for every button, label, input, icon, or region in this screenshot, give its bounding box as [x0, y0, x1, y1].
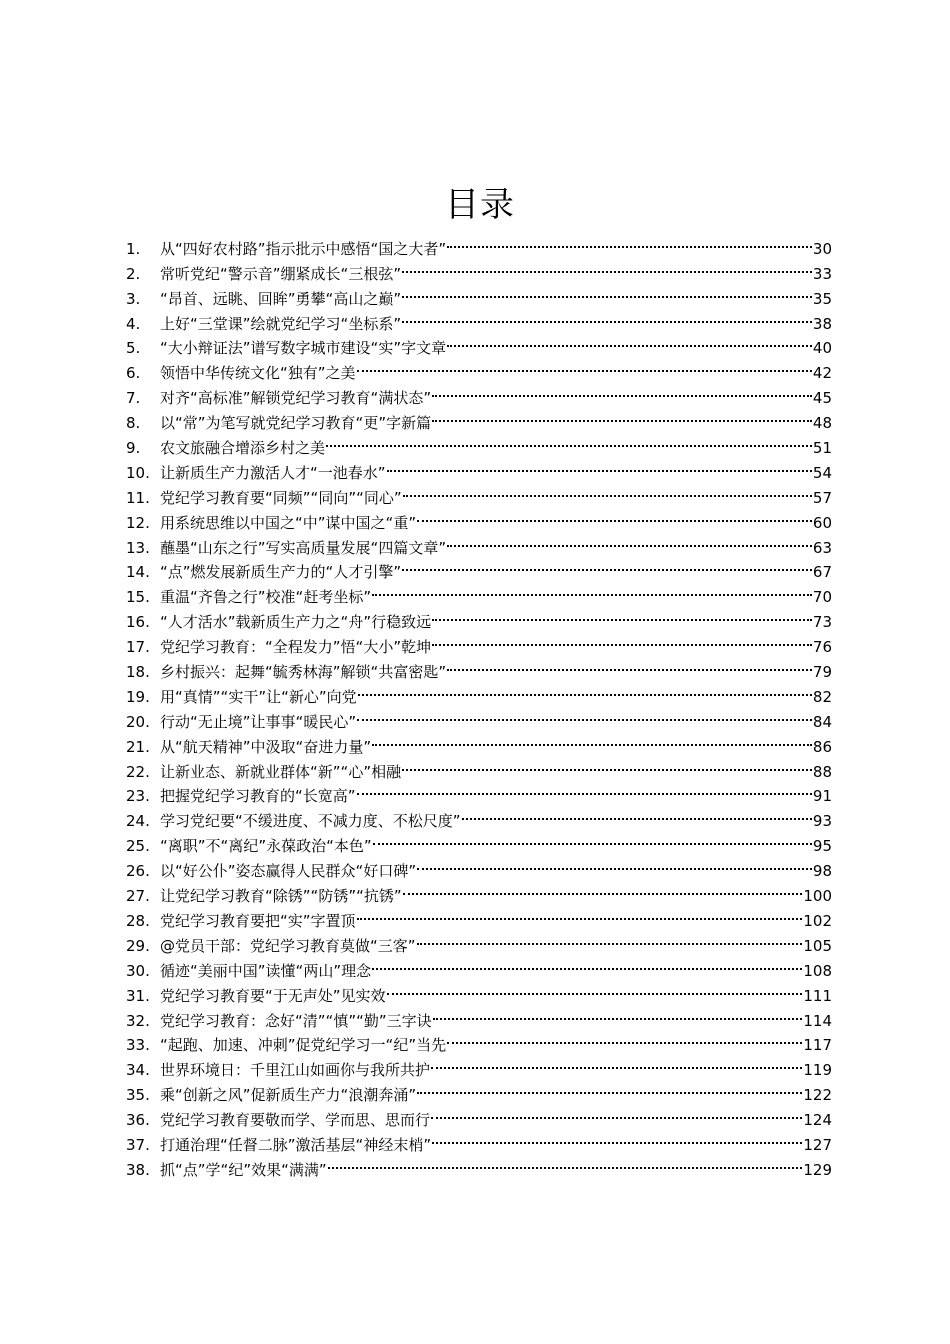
toc-entry-title: 重温“齐鲁之行”校准“赶考坐标” [160, 588, 372, 607]
toc-dot-leader [372, 951, 802, 976]
toc-entry-title: 用系统思维以中国之“中”谋中国之“重” [160, 513, 417, 532]
toc-entry-title: 乘“创新之风”促新质生产力“浪潮奔涌” [160, 1086, 417, 1105]
toc-entry-page-number: 95 [812, 837, 832, 856]
toc-entry-title: “大小辩证法”谱写数字城市建设“实”字文章 [160, 339, 447, 358]
toc-entry-title: 用“真情”“实干”让“新心”向党 [160, 687, 357, 706]
toc-entry-page-number: 57 [812, 488, 832, 507]
toc-entry-number: 15. [126, 588, 150, 607]
toc-entry-number: 17. [126, 638, 150, 657]
toc-entry-number: 19. [126, 687, 150, 706]
toc-entry-title: 循迹“美丽中国”读懂“两山”理念 [160, 961, 372, 980]
toc-entry-number: 27. [126, 887, 150, 906]
toc-dot-leader [357, 901, 803, 926]
toc-dot-leader [357, 702, 812, 727]
toc-entry-title: 让党纪学习教育“除锈”“防锈”“抗锈” [160, 887, 402, 906]
toc-entry-number: 16. [126, 613, 150, 632]
toc-entry-number: 3. [126, 289, 141, 308]
toc-entry-number: 5. [126, 339, 141, 358]
toc-entry-number: 20. [126, 712, 150, 731]
toc-entry-page-number: 108 [803, 961, 832, 980]
toc-dot-leader [372, 577, 812, 602]
toc-entry-number: 31. [126, 986, 150, 1005]
toc-entry-page-number: 40 [812, 339, 832, 358]
toc-entry-number: 18. [126, 663, 150, 682]
toc-entry-title: 党纪学习教育要“同频”“同向”“同心” [160, 488, 402, 507]
toc-entry-title: “人才活水”载新质生产力之“舟”行稳致远 [160, 613, 432, 632]
toc-entry-title: 行动“无止境”让事事“暖民心” [160, 712, 357, 731]
toc-entry-page-number: 122 [803, 1086, 832, 1105]
toc-entry-page-number: 54 [812, 463, 832, 482]
toc-entry-title: 学习党纪要“不缓进度、不减力度、不松尺度” [160, 812, 461, 831]
toc-dot-leader [447, 329, 812, 354]
toc-entry-number: 4. [126, 314, 141, 333]
toc-dot-leader [431, 1100, 802, 1125]
toc-entry-number: 10. [126, 463, 150, 482]
toc-entry-page-number: 117 [803, 1036, 832, 1055]
toc-entry-page-number: 67 [812, 563, 832, 582]
toc-entry-page-number: 88 [812, 762, 832, 781]
toc-entry-page-number: 91 [812, 787, 832, 806]
toc-dot-leader [387, 453, 812, 478]
toc-entry-page-number: 45 [812, 389, 832, 408]
toc-entry-page-number: 84 [812, 712, 832, 731]
toc-entry-page-number: 33 [812, 264, 832, 283]
toc-entry-title: 对齐“高标准”解锁党纪学习教育“满状态” [160, 389, 432, 408]
toc-entry-title: 打通治理“任督二脉”激活基层“神经末梢” [160, 1135, 432, 1154]
toc-dot-leader [433, 1001, 803, 1026]
toc-entry-page-number: 100 [803, 887, 832, 906]
toc-entry-page-number: 124 [803, 1111, 832, 1130]
toc-entry-page-number: 129 [803, 1160, 832, 1179]
toc-entry[interactable] [126, 229, 832, 258]
toc-entry-title: 以“常”为笔写就党纪学习教育“更”字新篇 [160, 414, 432, 433]
toc-dot-leader [417, 1075, 802, 1100]
toc-entry-title: 让新业态、新就业群体“新”“心”相融 [160, 762, 402, 781]
toc-entry-title: 党纪学习教育：念好“清”“慎”“勤”三字诀 [160, 1011, 432, 1030]
toc-entry-number: 35. [126, 1086, 150, 1105]
toc-entry-page-number: 35 [812, 289, 832, 308]
toc-entry-number: 11. [126, 488, 150, 507]
toc-entry-title: “离职”不“离纪”永葆政治“本色” [160, 837, 372, 856]
toc-entry-page-number: 82 [812, 687, 832, 706]
toc-dot-leader [402, 553, 812, 578]
toc-entry-title: 从“四好农村路”指示批示中感悟“国之大者” [160, 239, 447, 258]
toc-entry-title: 党纪学习教育要把“实”字置顶 [160, 911, 356, 930]
toc-entry-page-number: 60 [812, 513, 832, 532]
toc-dot-leader [357, 353, 812, 378]
toc-dot-leader [417, 503, 812, 528]
toc-entry-page-number: 98 [812, 862, 832, 881]
toc-entry-page-number: 79 [812, 663, 832, 682]
toc-entry-number: 32. [126, 1011, 150, 1030]
toc-dot-leader [432, 378, 812, 403]
toc-dot-leader [417, 926, 803, 951]
toc-dot-leader [431, 1050, 802, 1075]
toc-entry-title: @党员干部：党纪学习教育莫做“三客” [160, 936, 416, 955]
toc-entry-title: “昂首、远眺、回眸”勇攀“高山之巅” [160, 289, 402, 308]
toc-entry-title: 抓“点”学“纪”效果“满满” [160, 1160, 327, 1179]
toc-entry-page-number: 63 [812, 538, 832, 557]
toc-dot-leader [357, 777, 812, 802]
toc-entry-title: 党纪学习教育要“于无声处”见实效 [160, 986, 386, 1005]
toc-dot-leader [403, 876, 803, 901]
toc-entry-page-number: 102 [803, 911, 832, 930]
toc-entry-number: 24. [126, 812, 150, 831]
toc-entry-page-number: 119 [803, 1061, 832, 1080]
toc-entry-page-number: 76 [812, 638, 832, 657]
toc-entry-page-number: 30 [812, 239, 832, 258]
toc-dot-leader [402, 304, 812, 329]
toc-dot-leader [373, 826, 812, 851]
toc-entry-title: 领悟中华传统文化“独有”之美 [160, 364, 356, 383]
toc-dot-leader [403, 478, 812, 503]
toc-entry-title: “点”燃发展新质生产力的“人才引擎” [160, 563, 402, 582]
toc-dot-leader [432, 403, 812, 428]
toc-entry-title: 乡村振兴：起舞“毓秀林海”解锁“共富密匙” [160, 663, 447, 682]
toc-entry-title: 世界环境日：千里江山如画你与我所共护 [160, 1061, 431, 1080]
toc-entry-page-number: 42 [812, 364, 832, 383]
toc-entry-number: 36. [126, 1111, 150, 1130]
toc-entry-title: 从“航天精神”中汲取“奋进力量” [160, 737, 372, 756]
toc-entry-page-number: 51 [812, 439, 832, 458]
toc-entry-number: 38. [126, 1160, 150, 1179]
toc-dot-leader [402, 279, 812, 304]
toc-entry-title: 党纪学习教育：“全程发力”悟“大小”乾坤 [160, 638, 432, 657]
toc-entry-title: 把握党纪学习教育的“长宽高” [160, 787, 356, 806]
toc-entry-page-number: 127 [803, 1135, 832, 1154]
toc-entry-number: 6. [126, 364, 141, 383]
toc-dot-leader [447, 1026, 802, 1051]
toc-entry-title: 以“好公仆”姿态赢得人民群众“好口碑” [160, 862, 417, 881]
toc-entry-title: 党纪学习教育要敬而学、学而思、思而行 [160, 1111, 431, 1130]
toc-dot-leader [447, 652, 812, 677]
toc-entry-title: 让新质生产力激活人才“一池春水” [160, 463, 386, 482]
toc-entry-number: 13. [126, 538, 150, 557]
toc-dot-leader [358, 677, 812, 702]
toc-entry-number: 26. [126, 862, 150, 881]
toc-dot-leader [432, 602, 812, 627]
toc-entry-number: 29. [126, 936, 150, 955]
toc-entry-number: 8. [126, 414, 141, 433]
toc-entry-title: 农文旅融合增添乡村之美 [160, 439, 326, 458]
toc-entry-title: 常听党纪“警示音”绷紧成长“三根弦” [160, 264, 402, 283]
toc-entry-title: 蘸墨“山东之行”写实高质量发展“四篇文章” [160, 538, 447, 557]
toc-dot-leader [372, 727, 812, 752]
toc-entry-number: 22. [126, 762, 150, 781]
toc-entry-page-number: 111 [803, 986, 832, 1005]
toc-dot-leader [432, 1125, 802, 1150]
toc-entry-page-number: 70 [812, 588, 832, 607]
toc-dot-leader [402, 752, 812, 777]
toc-entry-number: 7. [126, 389, 141, 408]
toc-dot-leader [326, 428, 812, 453]
toc-entry-number: 25. [126, 837, 150, 856]
toc-dot-leader [417, 851, 812, 876]
toc-entry-page-number: 73 [812, 613, 832, 632]
toc-entry-number: 2. [126, 264, 141, 283]
toc-entry-number: 33. [126, 1036, 150, 1055]
toc-entry-number: 30. [126, 961, 150, 980]
toc-entry-title: “起跑、加速、冲刺”促党纪学习一“纪”当先 [160, 1036, 447, 1055]
toc-entry-page-number: 114 [803, 1011, 832, 1030]
toc-dot-leader [387, 976, 803, 1001]
toc-title: 目录 [445, 185, 515, 225]
toc-entry-page-number: 38 [812, 314, 832, 333]
toc-entry-number: 21. [126, 737, 150, 756]
toc-dot-leader [462, 801, 812, 826]
toc-dot-leader [447, 229, 812, 254]
toc-entry-number: 28. [126, 911, 150, 930]
toc-list [126, 229, 832, 1179]
toc-entry-number: 23. [126, 787, 150, 806]
toc-entry-page-number: 48 [812, 414, 832, 433]
toc-dot-leader [402, 254, 812, 279]
toc-entry-title: 上好“三堂课”绘就党纪学习“坐标系” [160, 314, 402, 333]
toc-dot-leader [328, 1150, 803, 1175]
toc-entry-page-number: 93 [812, 812, 832, 831]
toc-entry-page-number: 105 [803, 936, 832, 955]
toc-entry-number: 1. [126, 239, 141, 258]
toc-entry-number: 34. [126, 1061, 150, 1080]
toc-entry-page-number: 86 [812, 737, 832, 756]
toc-dot-leader [447, 528, 812, 553]
toc-entry-number: 14. [126, 563, 150, 582]
toc-entry-number: 9. [126, 439, 141, 458]
toc-entry-number: 37. [126, 1135, 150, 1154]
toc-dot-leader [432, 627, 812, 652]
toc-entry-number: 12. [126, 513, 150, 532]
